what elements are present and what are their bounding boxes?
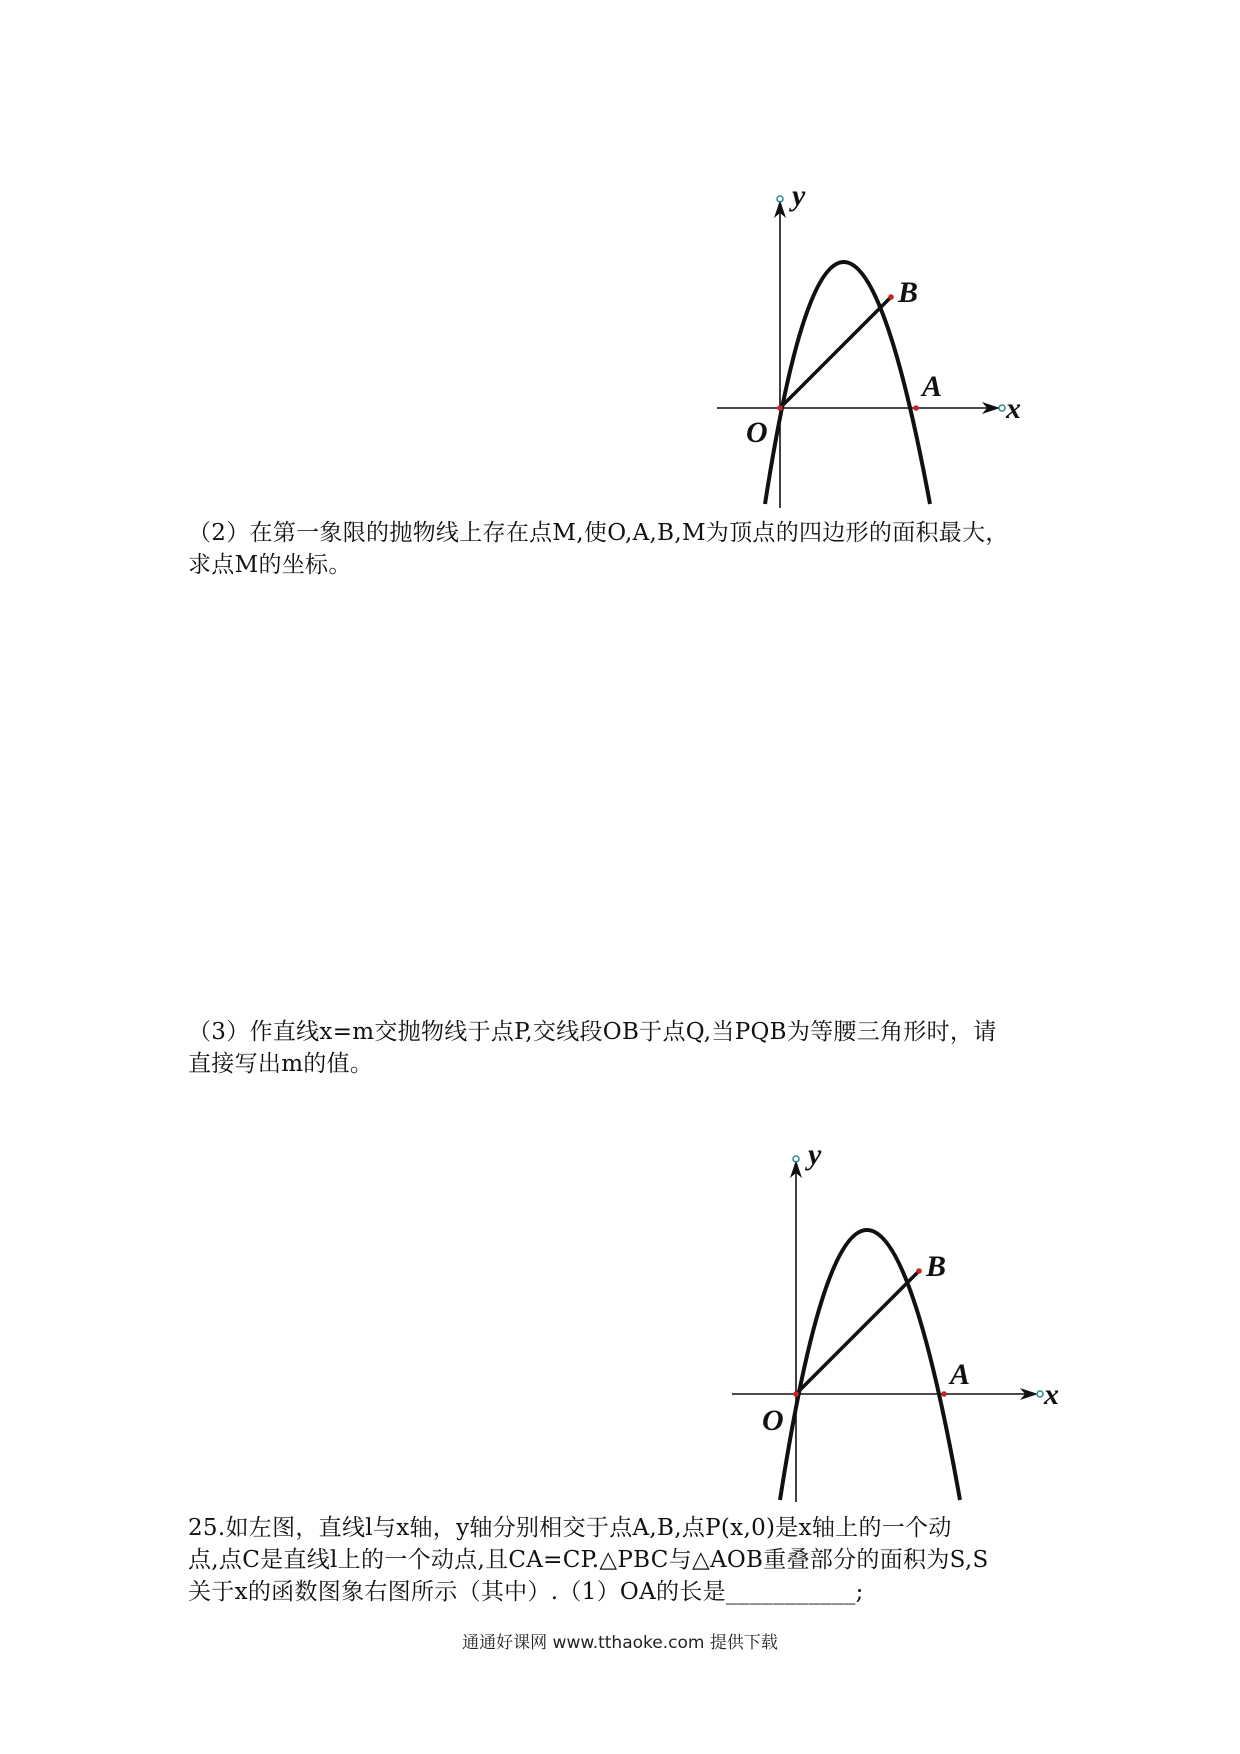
- parabola-figure-2: [728, 1140, 1068, 1510]
- point-b-label: B: [926, 1250, 947, 1283]
- parabola-graph: [728, 1140, 1068, 1510]
- question-25-line-1: 25.如左图，直线l与x轴，y轴分别相交于点A,B,点P(x,0)是x轴上的一个动: [188, 1515, 952, 1541]
- question-25-line-2: 点,点C是直线l上的一个动点,且CA=CP.△PBC与△AOB重叠部分的面积为S,S: [188, 1547, 989, 1573]
- y-axis-label: y: [808, 1138, 822, 1171]
- point-b-marker: [916, 1268, 922, 1274]
- y-axis-label: y: [792, 179, 806, 212]
- point-a-marker: [941, 1391, 947, 1397]
- segment-ob: [780, 297, 891, 408]
- question-3-line-1: （3）作直线x=m交抛物线于点P,交线段OB于点Q,当PQB为等腰三角形时，请: [188, 1019, 997, 1045]
- point-b-marker: [888, 294, 894, 300]
- point-b-label: B: [898, 276, 919, 309]
- origin-label: O: [762, 1404, 784, 1437]
- question-2-line-2: 求点M的坐标。: [188, 552, 352, 578]
- question-3-line-2: 直接写出m的值。: [188, 1051, 374, 1077]
- point-a-label: A: [950, 1358, 971, 1391]
- question-25-line-3: 关于x的函数图象右图所示（其中）.（1）OA的长是___________;: [188, 1579, 864, 1605]
- question-3-text: [188, 1016, 1058, 1080]
- question-2-text: [188, 517, 1058, 581]
- origin-label: O: [746, 416, 768, 449]
- parabola-graph: [710, 160, 1050, 510]
- parabola-figure-1: [710, 160, 1050, 510]
- page-footer: 通通好课网 www.tthaoke.com 提供下载: [462, 1633, 778, 1653]
- x-axis-label: x: [1044, 1378, 1059, 1411]
- question-25-text: [188, 1512, 1058, 1608]
- x-axis-label: x: [1006, 392, 1021, 425]
- point-a-marker: [913, 405, 919, 411]
- question-2-line-1: （2）在第一象限的抛物线上存在点M,使O,A,B,M为顶点的四边形的面积最大，: [188, 520, 1009, 546]
- point-o-marker: [793, 1391, 799, 1397]
- point-a-label: A: [922, 370, 943, 403]
- point-o-marker: [777, 405, 783, 411]
